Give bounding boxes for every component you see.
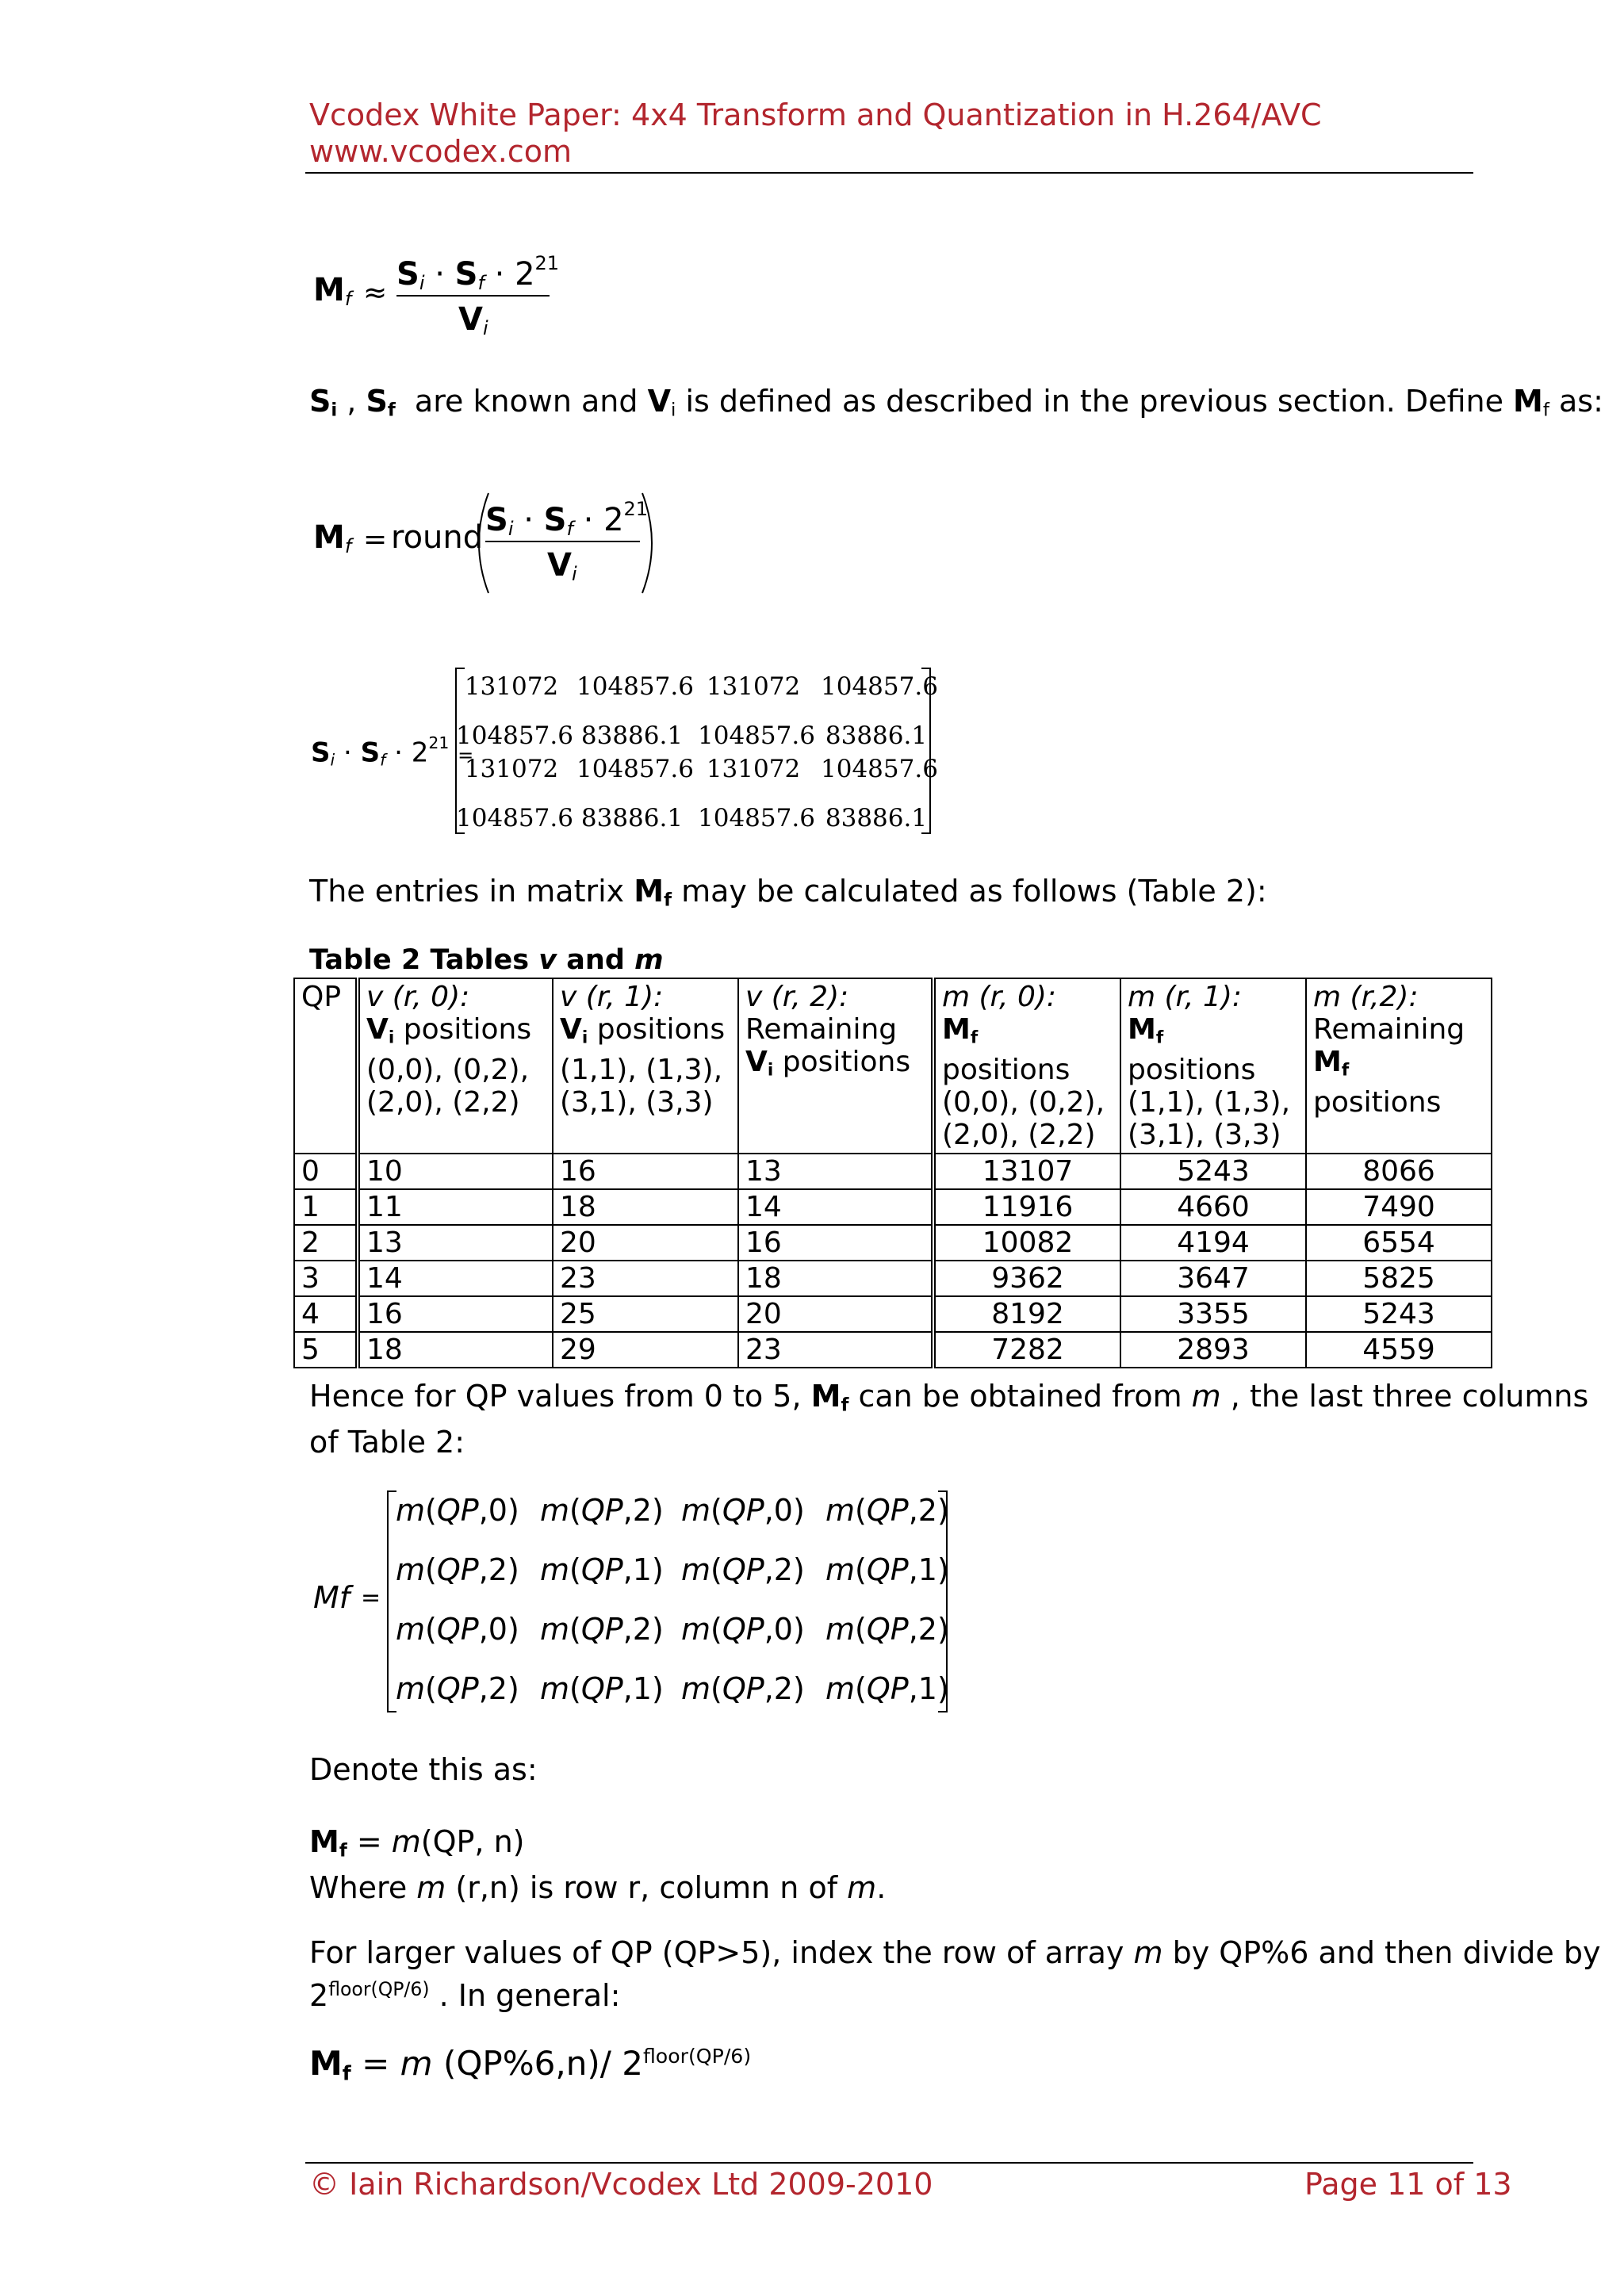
table-v-and-m [293,978,1492,1368]
matrix-cell: m(QP,0) [396,1493,519,1528]
matrix-cell: m(QP,1) [540,1671,664,1706]
header-qp: QP [294,978,358,1154]
header-m-r1: m (r, 1): $M_f$ positions (1,1), (1,3), (3,1), (3,3) [1120,978,1306,1154]
matrix-cell: 104857.6 [576,672,694,701]
matrix-cell: m(QP,2) [825,1493,949,1528]
matrix-cell: m(QP,2) [681,1552,805,1587]
table-row: 3 14 23 18 9362 3647 5825 [294,1261,1492,1296]
header-v-r2: v (r, 2): Remaining $V_i$ positions [738,978,933,1154]
footer-copyright: © Iain Richardson/Vcodex Ltd 2009-2010 [309,2167,933,2202]
matrix-cell: m(QP,2) [681,1671,805,1706]
matrix-cell: 104857.6 [698,721,815,750]
footer-rule [305,2162,1473,2164]
footer-page-number: Page 11 of 13 [1304,2167,1512,2202]
paragraph-denote: Denote this as: [309,1752,538,1787]
paragraph-si-sf: $S_i$ , $S_f$ are known and $V_i$ is defined as described in the previous section. Define $M_f$ as: [309,384,1603,421]
header-url[interactable]: www.vcodex.com [309,134,573,169]
matrix-cell: 104857.6 [576,755,694,783]
header-title: Vcodex White Paper: 4x4 Transform and Quantization in H.264/AVC [309,98,1322,132]
table-row: 2 13 20 16 10082 4194 6554 [294,1225,1492,1261]
matrix-cell: 83886.1 [580,721,684,750]
paragraph-entries: The entries in matrix $M_f$ may be calculated as follows (Table 2): [309,874,1267,911]
header-v-r1: v (r, 1): $V_i$ positions (1,1), (1,3), (3,1), (3,3) [553,978,738,1154]
paragraph-mf-def: $M_f = m(QP$, n) Where m (r,n) is row r, column n of m. [309,1824,887,1905]
matrix-cell: m(QP,2) [396,1671,519,1706]
matrix-cell: 131072 [706,755,801,783]
matrix-cell: 83886.1 [825,721,928,750]
matrix-cell: m(QP,0) [681,1493,805,1528]
header-rule [305,172,1473,174]
table-row: 0 10 16 13 13107 5243 8066 [294,1154,1492,1189]
header-m-r0: m (r, 0): $M_f$ positions (0,0), (0,2), (2,0), (2,2) [933,978,1120,1154]
matrix-cell: 83886.1 [580,804,684,832]
matrix-cell: 104857.6 [698,804,815,832]
equation-mf-general: $M_f = m$ (QP%6,n)/ $2^{floor(QP/6)}$ [309,2044,752,2085]
matrix-cell: 104857.6 [456,721,573,750]
header-m-r2: m (r,2): Remaining $M_f$ positions [1306,978,1492,1154]
header-v-r0: v (r, 0): $V_i$ positions (0,0), (0,2), (2,0), (2,2) [358,978,553,1154]
matrix-cell: m(QP,1) [540,1552,664,1587]
table-row: 1 11 18 14 11916 4660 7490 [294,1189,1492,1225]
matrix-cell: m(QP,2) [540,1493,664,1528]
right-paren-icon [639,492,663,595]
table-row: 5 18 29 23 7282 2893 4559 [294,1332,1492,1368]
table-header-row [294,978,1492,1154]
paragraph-hence: Hence for QP values from 0 to 5, $M_f$ can be obtained from m , the last three columns of Table 2: [309,1379,1589,1460]
matrix-cell: 131072 [706,672,801,701]
matrix-cell: 131072 [464,672,559,701]
table-row: 4 16 25 20 8192 3355 5243 [294,1296,1492,1332]
matrix-cell: m(QP,2) [396,1552,519,1587]
matrix-cell: m(QP,2) [540,1612,664,1647]
matrix-cell: 83886.1 [825,804,928,832]
matrix-cell: 104857.6 [456,804,573,832]
matrix-cell: m(QP,0) [396,1612,519,1647]
paragraph-larger-qp: For larger values of QP (QP>5), index the row of array m by QP%6 and then divide by $2^{floor(QP/6)}$ . In general: [309,1935,1601,2013]
matrix-cell: 104857.6 [821,672,938,701]
matrix-cell: 104857.6 [821,755,938,783]
matrix-cell: 131072 [464,755,559,783]
table-caption: Table 2 Tables v and m [309,944,664,976]
matrix-cell: m(QP,0) [681,1612,805,1647]
matrix-cell: m(QP,2) [825,1612,949,1647]
matrix-cell: m(QP,1) [825,1671,949,1706]
matrix-cell: m(QP,1) [825,1552,949,1587]
